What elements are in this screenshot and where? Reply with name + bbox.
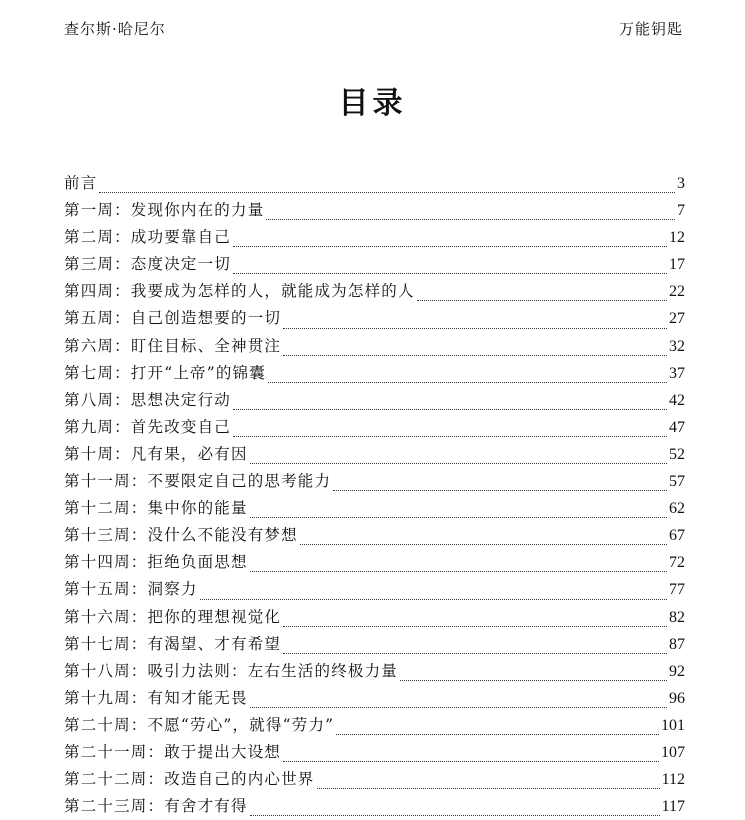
toc-entry-label: 第十四周：拒绝负面思想 — [64, 553, 248, 572]
toc-entry-page-number: 37 — [669, 364, 685, 382]
toc-entry-label: 第二十周：不愿“劳心”，就得“劳力” — [64, 715, 335, 734]
toc-entry[interactable] — [64, 739, 685, 766]
dot-leader — [336, 734, 659, 735]
toc-entry-page-number: 117 — [661, 798, 685, 816]
toc-entry-page-number: 77 — [669, 581, 685, 599]
toc-entry[interactable] — [64, 685, 685, 712]
toc-entry[interactable] — [64, 522, 685, 549]
toc-entry[interactable] — [64, 658, 685, 685]
toc-entry[interactable] — [64, 468, 685, 495]
dot-leader — [268, 382, 667, 383]
dot-leader — [250, 517, 667, 518]
toc-entry-label: 前言 — [64, 174, 98, 192]
dot-leader — [266, 219, 675, 220]
toc-entry[interactable] — [64, 197, 685, 224]
dot-leader — [283, 355, 667, 356]
toc-entry-page-number: 107 — [661, 743, 685, 761]
header-book-title: 万能钥匙 — [618, 20, 683, 38]
toc-entry-page-number: 3 — [677, 175, 685, 192]
toc-entry[interactable] — [64, 495, 685, 522]
toc-entry[interactable] — [64, 549, 685, 576]
toc-entry[interactable] — [64, 387, 685, 414]
toc-entry-label: 第十九周：有知才能无畏 — [64, 688, 248, 707]
toc-entry-page-number: 112 — [661, 771, 685, 789]
toc-entry[interactable] — [64, 360, 685, 387]
toc-entry-page-number: 22 — [669, 283, 685, 301]
toc-entry[interactable] — [64, 793, 685, 820]
dot-leader — [233, 246, 667, 247]
page-title: 目录 — [338, 86, 407, 121]
toc-entry-page-number: 57 — [669, 473, 685, 491]
toc-entry[interactable] — [64, 604, 685, 631]
toc-entry-label: 第二十一周：敢于提出大设想 — [64, 742, 282, 761]
dot-leader — [283, 761, 659, 762]
dot-leader — [250, 815, 660, 816]
toc-entry[interactable] — [64, 414, 685, 441]
toc-entry-label: 第八周：思想决定行动 — [64, 390, 232, 409]
toc-entry-page-number: 96 — [669, 689, 685, 707]
toc-entry-page-number: 92 — [669, 662, 685, 680]
toc-entry[interactable] — [64, 278, 685, 305]
toc-entry-label: 第十五周：洞察力 — [64, 580, 198, 599]
header-author: 查尔斯·哈尼尔 — [64, 20, 166, 38]
page-header — [64, 17, 683, 41]
toc-entry-page-number: 27 — [669, 310, 685, 328]
toc-entry-label: 第二十二周：改造自己的内心世界 — [64, 770, 315, 789]
toc-entry[interactable] — [64, 170, 685, 197]
toc-entry[interactable] — [64, 305, 685, 332]
table-of-contents — [64, 170, 685, 820]
toc-entry[interactable] — [64, 441, 685, 468]
dot-leader — [233, 436, 667, 437]
toc-entry-page-number: 47 — [669, 418, 685, 436]
toc-entry-label: 第四周：我要成为怎样的人，就能成为怎样的人 — [64, 282, 415, 301]
toc-entry[interactable] — [64, 576, 685, 603]
dot-leader — [300, 544, 667, 545]
dot-leader — [233, 273, 667, 274]
dot-leader — [400, 680, 667, 681]
toc-entry-page-number: 12 — [669, 229, 685, 247]
toc-entry-label: 第二十三周：有舍才有得 — [64, 797, 248, 816]
toc-entry[interactable] — [64, 766, 685, 793]
toc-entry-page-number: 7 — [677, 202, 685, 220]
toc-entry[interactable] — [64, 631, 685, 658]
toc-entry-label: 第二周：成功要靠自己 — [64, 228, 232, 247]
dot-leader — [333, 490, 667, 491]
toc-entry-page-number: 17 — [669, 256, 685, 274]
dot-leader — [283, 626, 667, 627]
toc-entry-page-number: 42 — [669, 391, 685, 409]
toc-entry-label: 第九周：首先改变自己 — [64, 417, 232, 436]
toc-entry-label: 第六周：盯住目标、全神贯注 — [64, 336, 282, 355]
dot-leader — [250, 571, 667, 572]
toc-entry-page-number: 67 — [669, 527, 685, 545]
toc-entry-page-number: 52 — [669, 445, 685, 463]
dot-leader — [283, 653, 667, 654]
dot-leader — [200, 599, 667, 600]
toc-entry-label: 第十二周：集中你的能量 — [64, 499, 248, 518]
toc-entry-label: 第一周：发现你内在的力量 — [64, 201, 265, 220]
toc-entry-label: 第十八周：吸引力法则：左右生活的终极力量 — [64, 661, 399, 680]
dot-leader — [250, 463, 667, 464]
toc-entry[interactable] — [64, 333, 685, 360]
toc-entry-label: 第七周：打开“上帝”的锦囊 — [64, 363, 266, 382]
toc-entry-page-number: 62 — [669, 500, 685, 518]
toc-entry[interactable] — [64, 251, 685, 278]
toc-entry[interactable] — [64, 224, 685, 251]
dot-leader — [317, 788, 660, 789]
toc-entry-label: 第十三周：没什么不能没有梦想 — [64, 526, 298, 545]
toc-entry-label: 第十七周：有渴望、才有希望 — [64, 634, 282, 653]
toc-entry[interactable] — [64, 712, 685, 739]
toc-entry-page-number: 82 — [669, 608, 685, 626]
toc-entry-label: 第三周：态度决定一切 — [64, 255, 232, 274]
dot-leader — [233, 409, 667, 410]
dot-leader — [417, 300, 667, 301]
toc-entry-page-number: 72 — [669, 554, 685, 572]
toc-entry-label: 第五周：自己创造想要的一切 — [64, 309, 282, 328]
toc-entry-label: 第十周：凡有果，必有因 — [64, 444, 248, 463]
toc-entry-page-number: 87 — [669, 635, 685, 653]
toc-entry-page-number: 101 — [661, 716, 685, 734]
toc-entry-label: 第十六周：把你的理想视觉化 — [64, 607, 282, 626]
dot-leader — [250, 707, 667, 708]
toc-entry-label: 第十一周：不要限定自己的思考能力 — [64, 472, 332, 491]
dot-leader — [99, 192, 675, 193]
dot-leader — [283, 328, 667, 329]
toc-entry-page-number: 32 — [669, 337, 685, 355]
